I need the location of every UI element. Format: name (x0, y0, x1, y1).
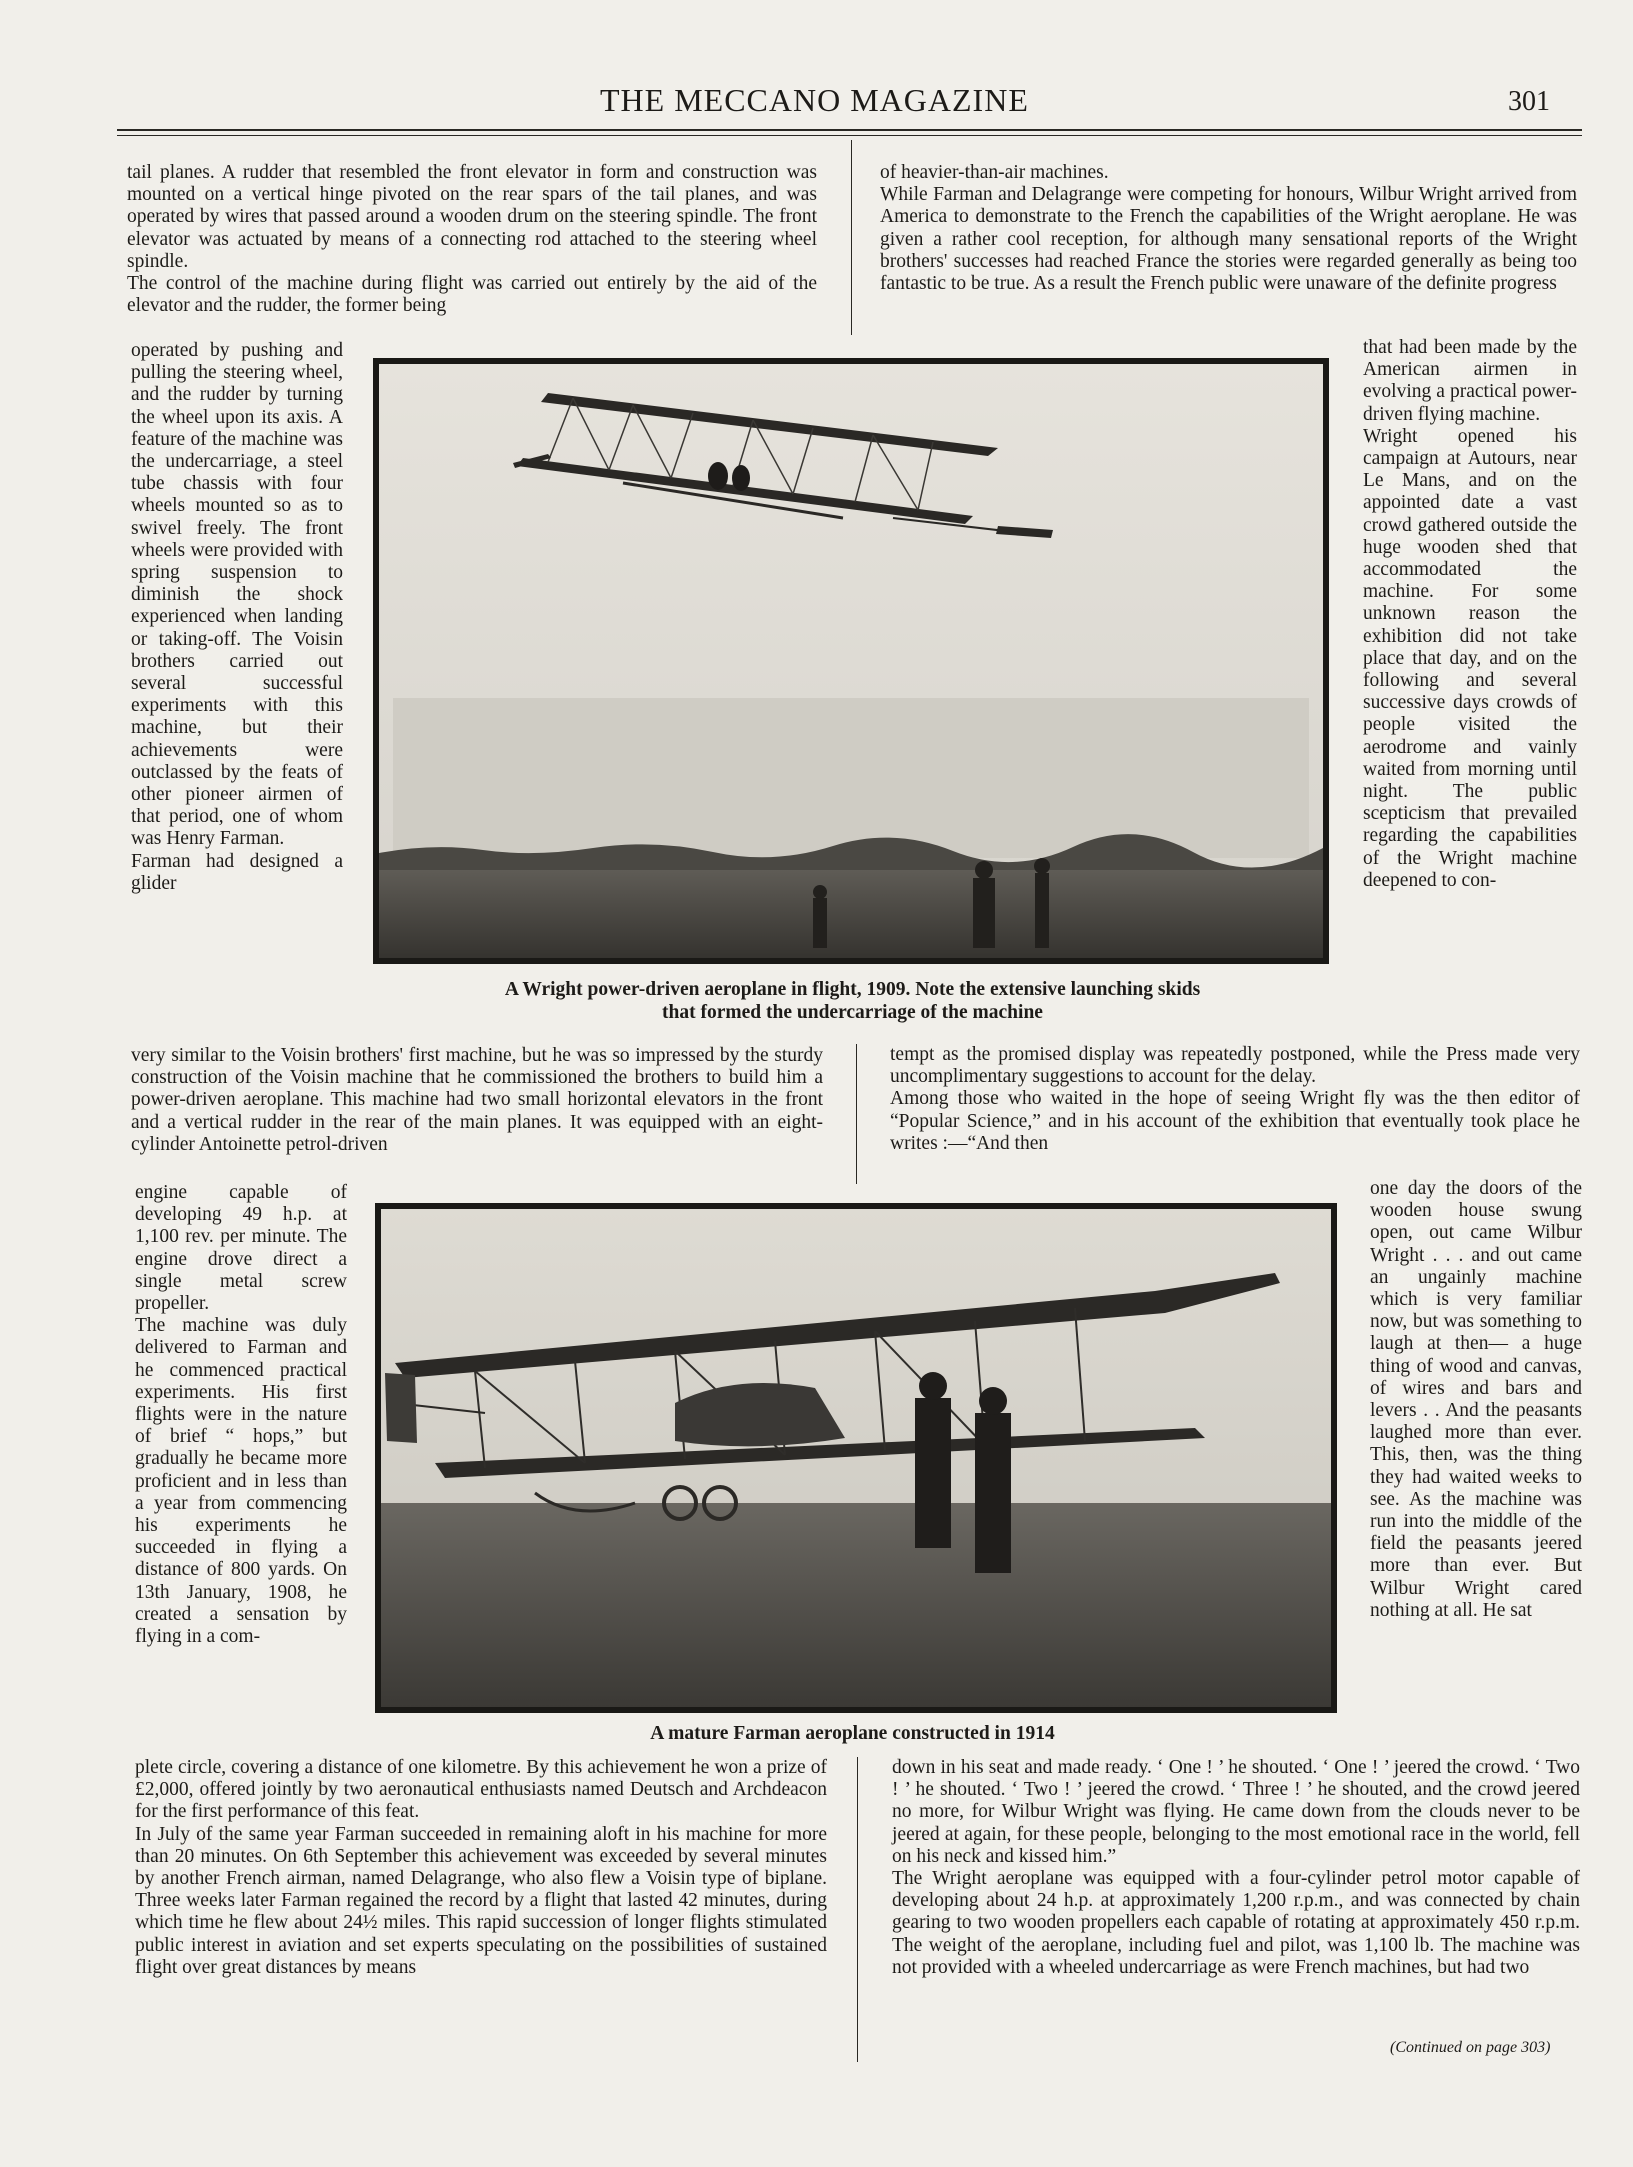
article-text-right-narrow: that had been made by the American airmen in evolving a practical power-driven flying machine. Wright opened his campaign at Autours, near Le Mans, and on the appointed date a vast crowd gathered outside the huge wooden shed that accommodated the machine. For some unknown reason the exhibition did not take place that day, and on the following and several successive days crowds of people visited the aerodrome and vainly waited from morning until night. The public scepticism that prevailed regarding the capabilities of the Wright machine deepened to con- (1363, 337, 1577, 891)
page-number: 301 (1508, 86, 1550, 117)
wright-aeroplane-image (373, 358, 1329, 964)
column-divider (857, 1757, 858, 2062)
article-text-right-top: of heavier-than-air machines. While Farman and Delagrange were competing for honours, Wilbur Wright arrived from America to demonstrate to the French the capabilities of the Wright aeroplane. He was given a rather cool reception, for although many sensational reports of the Wright brothers' successes had reached France the stories were regarded generally as being too fantastic to be true. As a result the French public were unaware of the definite progress (880, 162, 1577, 295)
article-text-right-narrow-lower: one day the doors of the wooden house swung open, out came Wilbur Wright . . . and out came an ungainly machine which is very familiar now, but was something to laugh at then— a huge thing of wood and canvas, of wires and bars and levers . . And the peasants laughed more than ever. This, then, was the thing they had waited weeks to see. As the machine was run into the middle of the field the peasants jeered more than ever. But Wilbur Wright cared nothing at all. He sat (1370, 1178, 1582, 1621)
photo-caption: A Wright power-driven aeroplane in flight, 1909. Note the extensive launching skids that formed the undercarriage of the machine (504, 979, 1201, 1023)
farman-aeroplane-photo (375, 1203, 1337, 1713)
header-rule-thin (117, 135, 1582, 136)
continued-note: (Continued on page 303) (1390, 2039, 1551, 2056)
article-text-left-bottom: plete circle, covering a distance of one kilometre. By this achievement he won a prize of £2,000, offered jointly by two aeronautical enthusiasts named Deutsch and Archdeacon for the first performance of this feat. In July of the same year Farman succeeded in remaining aloft in his machine for more than 20 minutes. On 6th September this achievement was exceeded by several minutes by another French airman, named Delagrange, who also flew a Voisin type of biplane. Three weeks later Farman regained the record by a flight that lasted 42 minutes, during which time he flew about 24½ miles. This rapid succession of longer flights stimulated public interest in aviation and set experts speculating on the possibilities of sustained flight over great distances by means (135, 1757, 827, 1978)
article-text-left-top: tail planes. A rudder that resembled the front elevator in form and construction was mounted on a vertical hinge pivoted on the rear spars of the tail planes, and was operated by wires that passed around a wooden drum on the steering spindle. The front elevator was actuated by means of a connecting rod attached to the steering wheel spindle. The control of the machine during flight was carried out entirely by the aid of the elevator and the rudder, the former being (127, 162, 817, 317)
article-text-right-bottom: down in his seat and made ready. ‘ One ! ’ he shouted. ‘ One ! ’ jeered the crowd. ‘ Two ! ’ he shouted. ‘ Two ! ’ jeered the crowd. ‘ Three ! ’ he shouted, and the crowd jeered no more, for Wilbur Wright was flying. He came down from the clouds never to be jeered at again, for these people, belonging to the most emotional race in the world, fell on his neck and kissed him.” The Wright aeroplane was equipped with a four-cylinder petrol motor capable of developing about 24 h.p. at approximately 1,200 r.p.m., and was connected by chain gearing to two wooden propellers each capable of rotating at approximately 450 r.p.m. The weight of the aeroplane, including fuel and pilot, was 1,100 lb. The machine was not provided with a wheeled undercarriage as were French machines, but had two (892, 1757, 1580, 1978)
header-rule (117, 129, 1582, 131)
article-text-left-narrow: operated by pushing and pulling the steering wheel, and the rudder by turning the wheel upon its axis. A feature of the machine was the undercarriage, a steel tube chassis with four wheels mounted so as to swivel freely. The front wheels were provided with spring suspension to diminish the shock experienced when landing or taking-off. The Voisin brothers carried out several successful experiments with this machine, but their achievements were outclassed by the feats of other pioneer airmen of that period, one of whom was Henry Farman. Farman had designed a glider (131, 340, 343, 894)
article-text-left-middle: very similar to the Voisin brothers' first machine, but he was so impressed by the sturdy construction of the Voisin machine that he commissioned the brothers to build him a power-driven aeroplane. This machine had two small horizontal elevators in the front and a vertical rudder in the rear of the main planes. It was equipped with an eight-cylinder Antoinette petrol-driven (131, 1045, 823, 1155)
column-divider (851, 140, 852, 335)
farman-aeroplane-image (375, 1203, 1337, 1713)
photo-caption: A mature Farman aeroplane constructed in 1914 (650, 1723, 1055, 1744)
article-text-right-middle: tempt as the promised display was repeatedly postponed, while the Press made very uncomplimentary suggestions to account for the delay. Among those who waited in the hope of seeing Wright fly was the then editor of “Popular Science,” and in his account of the exhibition that eventually took place he writes :—“And then (890, 1044, 1580, 1154)
column-divider (856, 1044, 857, 1184)
wright-aeroplane-photo (373, 358, 1329, 964)
article-text-left-narrow-lower: engine capable of developing 49 h.p. at 1,100 rev. per minute. The engine drove direct a single metal screw propeller. The machine was duly delivered to Farman and he commenced practical experiments. His first flights were in the nature of brief “ hops,” but gradually he became more proficient and in less than a year from commencing his experiments he succeeded in flying a distance of 800 yards. On 13th January, 1908, he created a sensation by flying in a com- (135, 1182, 347, 1648)
magazine-title: THE MECCANO MAGAZINE (600, 82, 1029, 118)
